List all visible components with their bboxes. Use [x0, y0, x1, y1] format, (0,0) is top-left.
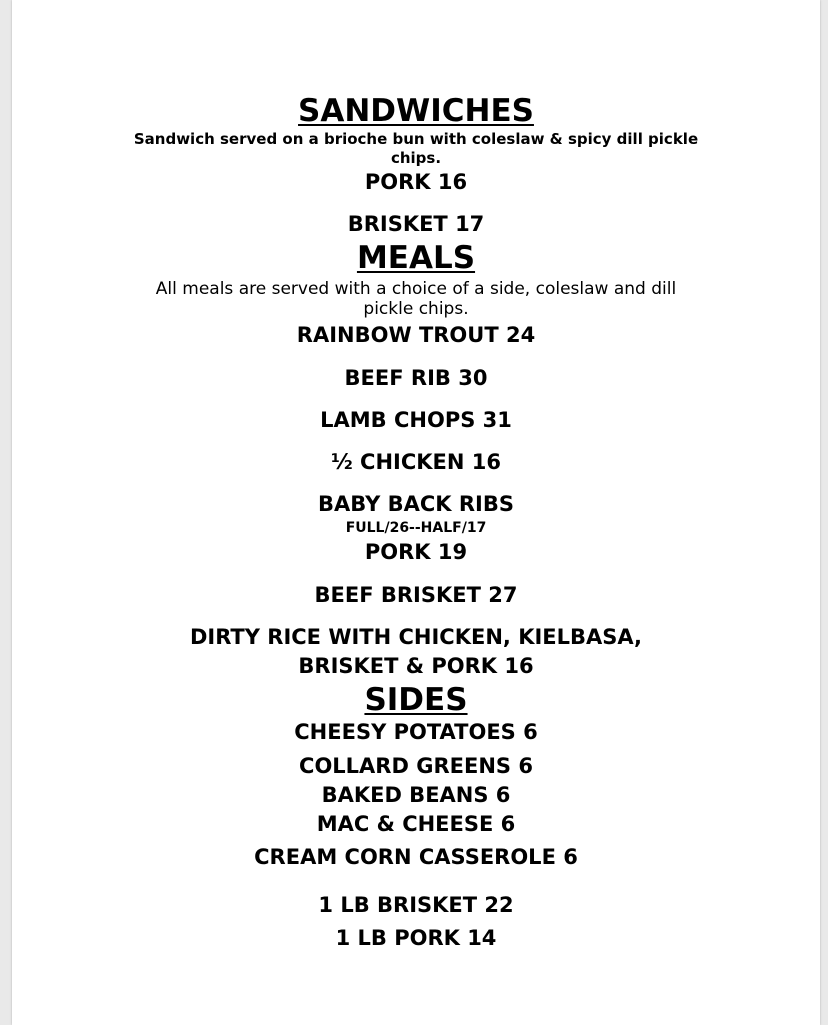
- menu-item-pork-sandwich: PORK 16: [364, 170, 468, 194]
- menu-item-baked-beans: BAKED BEANS 6: [321, 783, 511, 807]
- menu-item-cheesy-potatoes: CHEESY POTATOES 6: [294, 720, 538, 744]
- menu-page: [12, 0, 820, 1025]
- sandwiches-note-line-1: Sandwich served on a brioche bun with coleslaw & spicy dill pickle: [133, 130, 699, 148]
- menu-item-beef-rib: BEEF RIB 30: [344, 366, 488, 390]
- menu-item-1lb-pork: 1 LB PORK 14: [335, 926, 497, 950]
- sandwiches-note-line-2: chips.: [390, 149, 442, 167]
- menu-item-collard-greens: COLLARD GREENS 6: [299, 754, 533, 778]
- menu-item-brisket-sandwich: BRISKET 17: [347, 212, 485, 236]
- menu-item-rainbow-trout: RAINBOW TROUT 24: [296, 323, 536, 347]
- menu-item-mac-and-cheese: MAC & CHEESE 6: [316, 812, 516, 836]
- menu-item-lamb-chops: LAMB CHOPS 31: [320, 408, 512, 432]
- sandwiches-heading: SANDWICHES: [298, 93, 534, 129]
- menu-item-beef-brisket: BEEF BRISKET 27: [314, 583, 518, 607]
- menu-item-half-chicken: ½ CHICKEN 16: [331, 450, 501, 474]
- meals-heading: MEALS: [356, 240, 476, 276]
- menu-item-cream-corn-casserole: CREAM CORN CASSEROLE 6: [254, 845, 578, 869]
- baby-back-ribs-note: FULL/26--HALF/17: [345, 520, 487, 536]
- menu-item-dirty-rice-line-1: DIRTY RICE WITH CHICKEN, KIELBASA,: [189, 625, 643, 649]
- sides-heading: SIDES: [364, 682, 468, 718]
- menu-item-dirty-rice-line-2: BRISKET & PORK 16: [298, 654, 534, 678]
- meals-note-line-2: pickle chips.: [363, 299, 469, 319]
- menu-item-1lb-brisket: 1 LB BRISKET 22: [318, 893, 514, 917]
- menu-item-pork-meal: PORK 19: [364, 540, 468, 564]
- meals-note-line-1: All meals are served with a choice of a side, coleslaw and dill: [155, 279, 677, 299]
- menu-item-baby-back-ribs: BABY BACK RIBS: [317, 492, 514, 516]
